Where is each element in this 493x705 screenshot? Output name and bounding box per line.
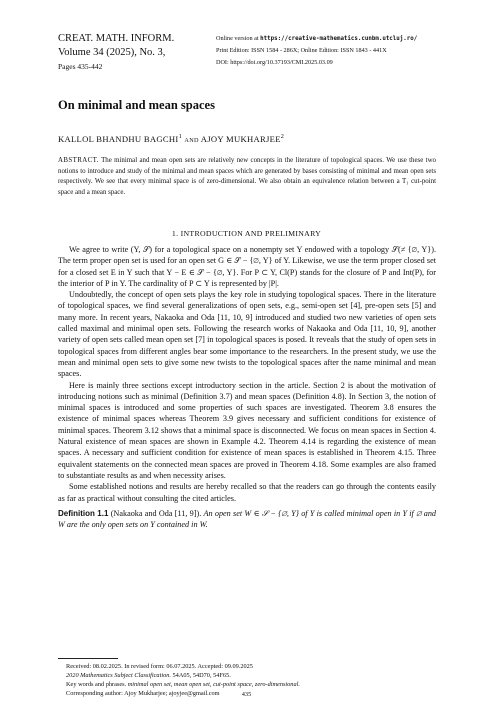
section-title: INTRODUCTION AND PRELIMINARY — [180, 229, 322, 238]
keywords: minimal open set, mean open set, cut-point space, zero-dimensional. — [126, 681, 300, 688]
journal-name: CREAT. MATH. INFORM. — [58, 33, 175, 44]
author-2-affiliation: 2 — [280, 133, 285, 140]
page-number: 435 — [241, 691, 252, 698]
body-text — [58, 244, 436, 530]
definition-label: Definition 1.1 — [58, 508, 109, 518]
abstract — [58, 156, 436, 198]
journal-pages: Pages 435-442 — [58, 62, 103, 71]
paragraph: Undoubtedly, the concept of open sets plays the key role in studying topological spaces. There in the literature of topological spaces, we find several generalizations of open sets, e.g., semi-open set [4], pre-open sets [5] and many more. In recent years, Nakaoka and Oda [11, 10, 9] introduced and studied two new varieties of open sets called maximal and minimal open sets. Following the research works of Nakaoka and Oda [11, 10, 9], another variety of open sets called mean open set [7] in topological spaces is posed. It reveals that the study of open sets in topological spaces from different angles bear some importance to the researchers. In the present study, we use the mean and minimal open sets to give some new twists to the topological spaces after the name minimal and mean spaces. — [58, 290, 436, 379]
issn-line: Print Edition: ISSN 1584 - 286X; Online Edition: ISSN 1843 - 441X — [216, 47, 387, 54]
abstract-label: ABSTRACT. — [58, 157, 99, 164]
paragraph: We agree to write (Y, 𝒮) for a topological space on a nonempty set Y endowed with a topology 𝒮(≠ {∅, Y}). The term proper open set is used for an open set G ∈ 𝒮 − {∅, Y} of Y. Likewise, we use the term proper closed set for a closed set E in Y such that Y − E ∈ 𝒮 − {∅, Y}. For P ⊂ Y, Cl(P) stands for the closure of P and Int(P), for the interior of P in Y. The cardinality of P ⊂ Y is represented by |P|. — [58, 245, 436, 288]
keywords-label: Key words and phrases. — [66, 681, 127, 688]
footnote-rule — [58, 658, 118, 659]
definition-source: (Nakaoka and Oda [11, 9]). — [110, 508, 202, 518]
keywords-line — [66, 680, 300, 689]
section-heading — [0, 229, 493, 238]
paragraph: Some established notions and results are hereby recalled so that the readers can go through the contents easily as far as practical without consulting the cited articles. — [58, 482, 436, 503]
journal-header-right — [216, 33, 417, 69]
msc-line — [66, 671, 300, 680]
online-url-link[interactable]: https://creative-mathematics.cunbm.utcluj.ro/ — [260, 36, 418, 42]
journal-volume: Volume 34 (2025), No. 3, — [58, 47, 166, 58]
definition-1-1 — [58, 508, 436, 531]
msc-label: 2020 Mathematics Subject Classification. — [66, 672, 171, 679]
paper-title: On minimal and mean spaces — [58, 98, 215, 112]
section-number: 1. — [171, 229, 179, 238]
msc-codes: 54A05, 54D70, 54F65. — [170, 672, 231, 679]
doi-link[interactable]: DOI: https://doi.org/10.37193/CMI.2025.03.09 — [216, 59, 333, 66]
author-and: AND — [184, 136, 199, 144]
journal-header-left — [58, 32, 174, 74]
author-1: KALLOL BHANDHU BAGCHI — [58, 133, 179, 144]
author-1-affiliation: 1 — [178, 133, 182, 140]
corresponding-author: Corresponding author: Ajoy Mukharjee; ajoyjee@gmail.com — [66, 690, 220, 697]
author-line — [58, 133, 284, 144]
online-label: Online version at — [216, 35, 261, 42]
paragraph: Here is mainly three sections except introductory section in the article. Section 2 is about the motivation of introducing notions such as minimal (Definition 3.7) and mean spaces (Definition 4.8). In Section 3, the notion of minimal spaces is introduced and some properties of such spaces are investigated. Theorem 3.8 ensures the existence of minimal spaces whereas Theorem 3.9 gives necessary and sufficient conditions for existence of minimal spaces. Theorem 3.12 shows that a minimal space is disconnected. We focus on mean spaces in Section 4. Natural existence of mean spaces are shown in Example 4.2. Theorem 4.14 is regarding the existence of mean spaces. A necessary and sufficient condition for existence of mean spaces is established in Theorem 4.15. Three equivalent statements on the connected mean spaces are proved in Theorem 4.18. Some examples are also framed to substantiate results as and when necessity arises. — [58, 380, 436, 480]
online-version — [216, 33, 417, 45]
received-dates: Received: 08.02.2025. In revised form: 06.07.2025. Accepted: 09.09.2025 — [66, 663, 253, 670]
abstract-text: The minimal and mean open sets are relatively new concepts in the literature of topological spaces. We use these two notions to introduce and study of the minimal and mean spaces which are generated by bases consisting of minimal and mean open sets respectively. We see that every minimal space is of zero-dimensional. We also obtain an equivalence relation between a T₁ cut-point space and a mean space. — [58, 157, 436, 196]
author-2: AJOY MUKHARJEE — [200, 133, 281, 144]
definition-text: An open set W ∈ 𝒮 − {∅, Y} of Y is called minimal open in Y if ∅ and W are the only open sets on Y contained in W. — [58, 508, 437, 530]
